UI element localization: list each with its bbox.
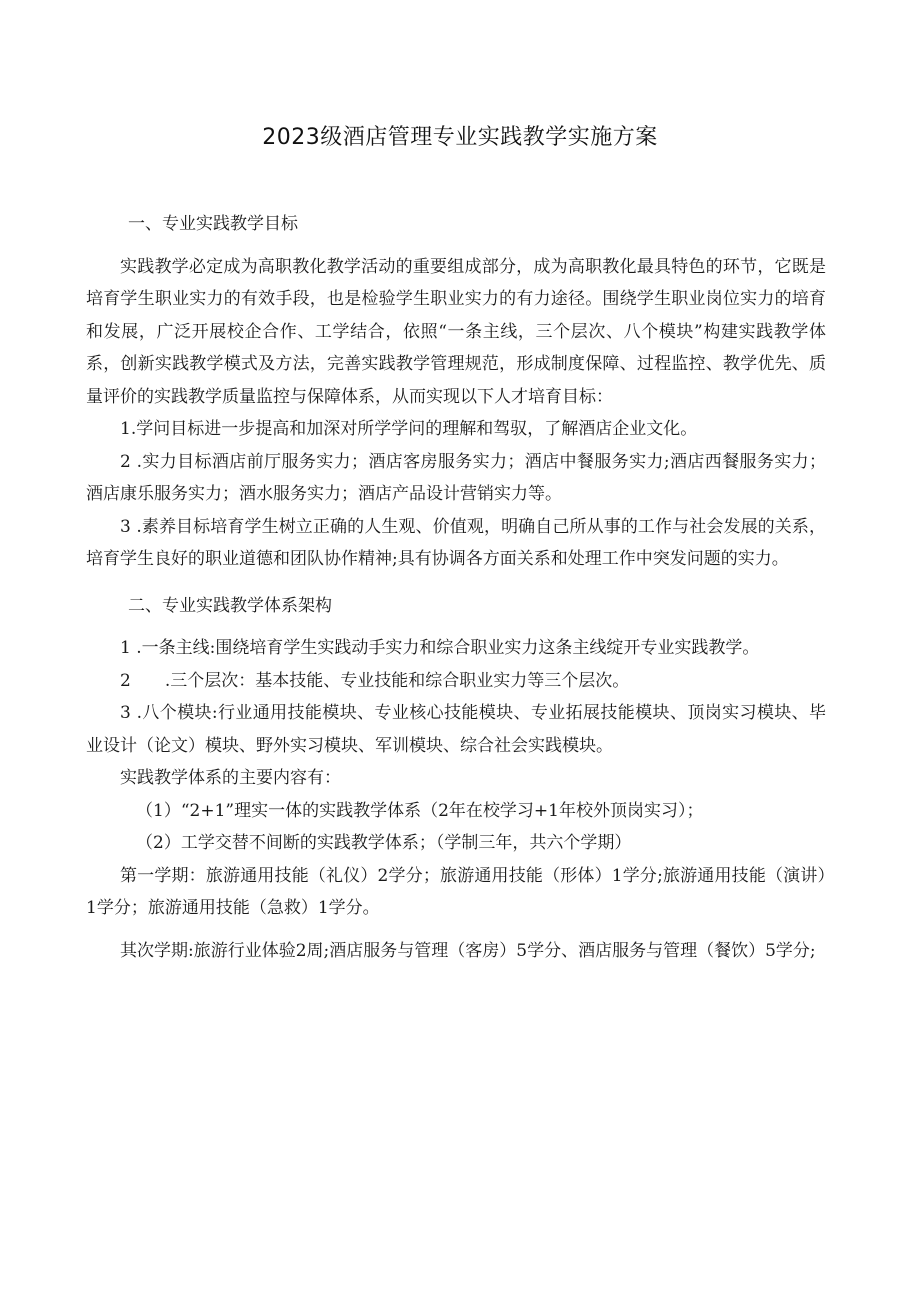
document-body <box>86 208 826 967</box>
goal-ability: 2 .实力目标酒店前厅服务实力；酒店客房服务实力；酒店中餐服务实力;酒店西餐服务实力；酒店康乐服务实力；酒水服务实力；酒店产品设计营销实力等。 <box>86 451 826 504</box>
semester-2-paragraph: 其次学期:旅游行业体验2周;酒店服务与管理（客房）5学分、酒店服务与管理（餐饮）5学分; <box>120 940 816 961</box>
semester-1-paragraph: 第一学期：旅游通用技能（礼仪）2学分；旅游通用技能（形体）1学分;旅游通用技能（演讲）1学分；旅游通用技能（急救）1学分。 <box>86 865 826 918</box>
framework-three-levels: 2 .三个层次：基本技能、专业技能和综合职业实力等三个层次。 <box>120 670 630 691</box>
goal-knowledge: 1.学问目标进一步提高和加深对所学学问的理解和驾驭，了解酒店企业文化。 <box>120 419 698 439</box>
system-item-1: （1）“2+1”理实一体的实践教学体系（2年在校学习+1年校外顶岗实习）； <box>136 800 704 821</box>
framework-main-line: 1 .一条主线:围绕培育学生实践动手实力和综合职业实力这条主线绽开专业实践教学。 <box>120 638 760 658</box>
section1-intro-paragraph: 实践教学必定成为高职教化教学活动的重要组成部分，成为高职教化最具特色的环节，它既是培育学生职业实力的有效手段，也是检验学生职业实力的有力途径。围绕学生职业岗位实力的培育和发展，广泛开展校企合作、工学结合，依照“一条主线，三个层次、八个模块”构建实践教学体系，创新实践教学模式及方法，完善实践教学管理规范，形成制度保障、过程监控、教学优先、质量评价的实践教学质量监控与保障体系，从而实现以下人才培育目标： <box>86 256 826 407</box>
section2-heading: 二、专业实践教学体系架构 <box>128 595 332 616</box>
section1-heading: 一、专业实践教学目标 <box>128 214 298 234</box>
system-item-2: （2）工学交替不间断的实践教学体系；（学制三年，共六个学期） <box>136 833 632 853</box>
system-content-intro: 实践教学体系的主要内容有： <box>120 768 341 788</box>
goal-quality: 3 .素养目标培育学生树立正确的人生观、价值观，明确自己所从事的工作与社会发展的关系，培育学生良好的职业道德和团队协作精神;具有协调各方面关系和处理工作中突发问题的实力。 <box>86 516 826 569</box>
document-title: 2023级酒店管理专业实践教学实施方案 <box>262 125 658 150</box>
framework-eight-modules: 3 .八个模块:行业通用技能模块、专业核心技能模块、专业拓展技能模块、顶岗实习模块、毕业设计（论文）模块、野外实习模块、军训模块、综合社会实践模块。 <box>86 703 826 756</box>
